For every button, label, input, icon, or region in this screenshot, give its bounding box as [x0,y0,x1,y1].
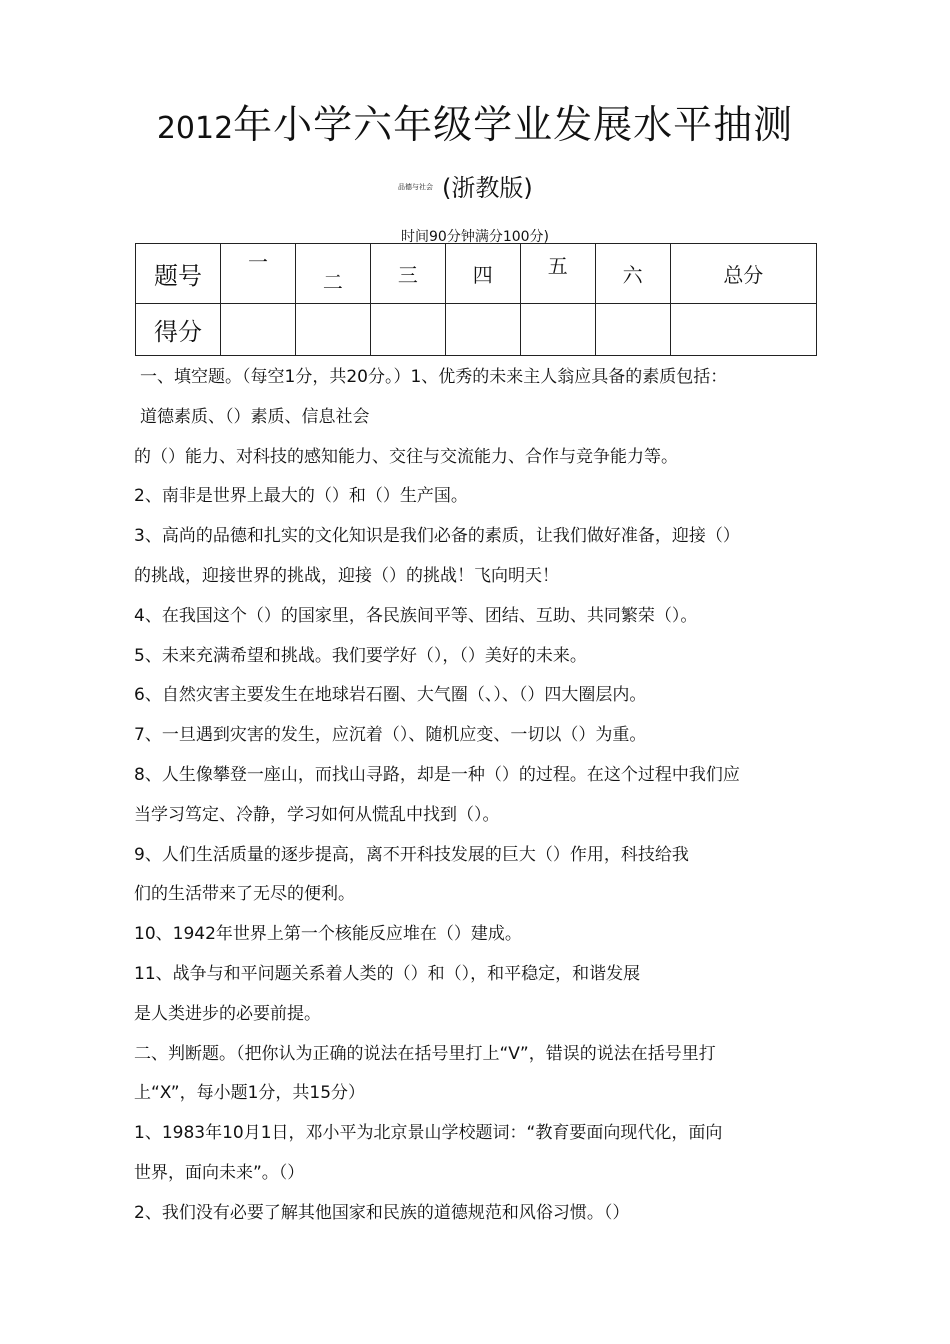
question-line: 7、一旦遇到灾害的发生，应沉着（）、随机应变、一切以（）为重。 [134,725,647,746]
question-line: 10、1942年世界上第一个核能反应堆在（）建成。 [134,924,522,945]
question-line: 2、我们没有必要了解其他国家和民族的道德规范和风俗习惯。（） [134,1202,630,1223]
question-line: 的挑战，迎接世界的挑战，迎接（）的挑战！飞向明天！ [134,565,559,586]
question-line: 的（）能力、对科技的感知能力、交往与交流能力、合作与竞争能力等。 [134,446,678,467]
subtitle-row [0,168,950,208]
score-cell-5[interactable] [520,304,595,356]
score-label: 得分 [136,304,221,356]
section-heading-fill-blank: 一、填空题。（每空1分，共20分。）1、优秀的未来主人翁应具备的素质包括： [140,367,728,387]
col-header-5: 五 [520,244,595,304]
edition-label: (浙教版) [442,174,533,202]
question-line: 们的生活带来了无尽的便利。 [134,884,355,905]
score-cell-total[interactable] [670,304,816,356]
question-line: 11、战争与和平问题关系着人类的（）和（），和平稳定，和谐发展 [134,963,641,984]
question-line: 4、在我国这个（）的国家里，各民族间平等、团结、互助、共同繁荣（）。 [134,605,698,626]
score-cell-1[interactable] [221,304,296,356]
question-line: 1、1983年10月1日，邓小平为北京景山学校题词：“教育要面向现代化，面向 [134,1123,723,1144]
title-text: 年小学六年级学业发展水平抽测 [233,103,794,148]
time-score-line: 时间90分钟满分100分) [401,229,549,245]
question-line: 道德素质、（）素质、信息社会 [140,406,370,427]
title-year: 2012 [156,111,234,146]
question-line: 上“X”，每小题1分，共15分） [134,1083,366,1104]
question-line: 6、自然灾害主要发生在地球岩石圈、大气圈（、）、（）四大圈层内。 [134,685,647,706]
score-cell-6[interactable] [595,304,670,356]
score-table [135,243,817,356]
col-header-1: 一 [221,244,296,304]
question-line: 是人类进步的必要前提。 [134,1003,321,1024]
score-cell-2[interactable] [295,304,370,356]
question-line: 世界，面向未来”。（） [134,1162,305,1183]
question-line: 3、高尚的品德和扎实的文化知识是我们必备的素质，让我们做好准备，迎接（） [134,526,740,547]
col-header-4: 四 [445,244,520,304]
question-line: 9、人们生活质量的逐步提高，离不开科技发展的巨大（）作用，科技给我 [134,844,689,865]
score-table-header-row [136,244,817,304]
col-header-6: 六 [595,244,670,304]
question-line: 当学习笃定、冷静，学习如何从慌乱中找到（）。 [134,804,500,825]
question-line: 8、人生像攀登一座山，而找山寻路，却是一种（）的过程。在这个过程中我们应 [134,764,740,785]
col-header-total: 总分 [670,244,816,304]
col-header-2: 二 [295,244,370,304]
score-cell-4[interactable] [445,304,520,356]
score-cell-3[interactable] [370,304,445,356]
exam-body [134,358,834,1234]
question-line: 2、南非是世界上最大的（）和（）生产国。 [134,486,468,507]
exam-title [0,100,950,155]
section-heading-true-false: 二、判断题。（把你认为正确的说法在括号里打上“V”，错误的说法在括号里打 [134,1043,716,1064]
question-number-label: 题号 [136,244,221,304]
question-line: 5、未来充满希望和挑战。我们要学好（），（）美好的未来。 [134,645,587,666]
subject-label: 品德与社会 [398,183,433,191]
col-header-3: 三 [370,244,445,304]
score-table-score-row [136,304,817,356]
